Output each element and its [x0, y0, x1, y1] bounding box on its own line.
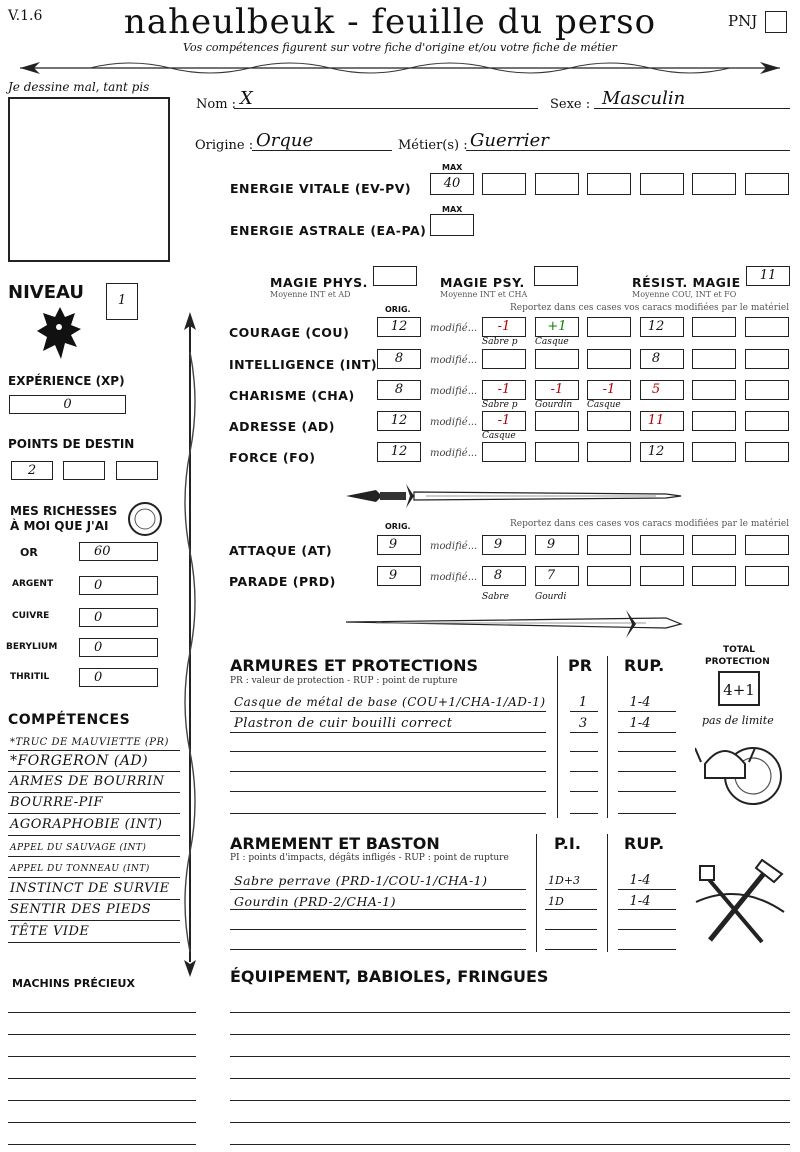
- or-label: OR: [20, 546, 38, 559]
- armure-line: [570, 711, 598, 712]
- competence-item[interactable]: *TRUC DE MAUVIETTE (PR): [10, 737, 169, 748]
- machins-line: [8, 1078, 196, 1079]
- armure-line: [230, 751, 546, 752]
- spear-ornament: [178, 312, 202, 977]
- carac-mod-box[interactable]: [535, 411, 579, 431]
- competences-label: COMPÉTENCES: [8, 712, 131, 728]
- competence-item[interactable]: AGORAPHOBIE (INT): [10, 817, 163, 832]
- combat-note: Reportez dans ces cases vos caracs modifiées par le matériel: [510, 519, 790, 529]
- carac-mod-source: Casque: [482, 431, 516, 441]
- carac-mod-box[interactable]: [692, 380, 736, 400]
- arme-line: [545, 949, 597, 950]
- equipement-line: [230, 1056, 790, 1057]
- carac-modifie-label: modifié...: [430, 386, 478, 397]
- nom-line: [234, 108, 538, 109]
- pnj-label: PNJ: [728, 12, 758, 30]
- combat-mod-value: 7: [546, 568, 556, 583]
- armure-pr[interactable]: 3: [578, 716, 588, 731]
- armement-col-pi: P.I.: [554, 834, 581, 853]
- ev-box-2[interactable]: [482, 173, 526, 195]
- competence-line: [8, 771, 180, 772]
- arme-line: [230, 929, 526, 930]
- experience-box[interactable]: [9, 395, 126, 414]
- ev-label: ENERGIE VITALE (EV-PV): [230, 181, 412, 196]
- armure-line: [618, 813, 676, 814]
- argent-value: 0: [94, 578, 103, 593]
- carac-note: Reportez dans ces cases vos caracs modifiées par le matériel: [510, 303, 790, 313]
- carac-mod-value: -1: [497, 413, 511, 428]
- arme-rup[interactable]: 1-4: [629, 873, 651, 888]
- combat-mod-box[interactable]: [482, 535, 526, 555]
- carac-mod-source: Casque: [587, 400, 621, 410]
- sexe-value[interactable]: Masculin: [602, 88, 686, 109]
- combat-mod-box[interactable]: [692, 535, 736, 555]
- or-box[interactable]: [79, 542, 158, 561]
- berylium-label: BERYLIUM: [6, 642, 58, 652]
- armures-col-divider: [557, 656, 558, 818]
- competence-item[interactable]: *FORGERON (AD): [10, 753, 149, 769]
- argent-label: ARGENT: [12, 579, 54, 589]
- metier-line: [466, 150, 790, 151]
- carac-mod-box[interactable]: [745, 411, 789, 431]
- resist-magie-sub: Moyenne COU, INT et FO: [632, 290, 737, 299]
- carac-mod-box[interactable]: [745, 442, 789, 462]
- carac-modifie-label: modifié...: [430, 448, 478, 459]
- ev-box-6[interactable]: [692, 173, 736, 195]
- resist-magie-value: 11: [759, 268, 777, 283]
- carac-mod-value: +1: [547, 319, 567, 334]
- nom-label: Nom :: [196, 97, 237, 112]
- carac-orig-value: 12: [390, 319, 408, 334]
- combat-orig-box[interactable]: [377, 535, 421, 555]
- carac-modifie-label: modifié...: [430, 417, 478, 428]
- carac-mod-box[interactable]: [587, 317, 631, 337]
- nom-value[interactable]: X: [240, 88, 253, 109]
- competence-line: [8, 899, 180, 900]
- carac-label: FORCE (FO): [229, 450, 316, 465]
- equipement-line: [230, 1034, 790, 1035]
- carac-mod-box[interactable]: [692, 317, 736, 337]
- or-value: 60: [94, 544, 111, 559]
- total-label-2: PROTECTION: [705, 657, 770, 667]
- origine-line: [252, 150, 392, 151]
- combat-label: ATTAQUE (AT): [229, 543, 333, 558]
- competence-item[interactable]: INSTINCT DE SURVIE: [10, 881, 170, 896]
- destin-label: POINTS DE DESTIN: [8, 437, 135, 451]
- combat-label: PARADE (PRD): [229, 574, 336, 589]
- competence-line: [8, 813, 180, 814]
- armure-line: [230, 771, 546, 772]
- carac-mod-value: 5: [651, 382, 661, 397]
- armures-col-pr: PR: [568, 656, 593, 675]
- ev-box-1[interactable]: [430, 173, 474, 195]
- armures-title: ARMURES ET PROTECTIONS: [230, 656, 478, 675]
- carac-label: COURAGE (COU): [229, 325, 350, 340]
- competence-line: [8, 877, 180, 878]
- carac-mod-box[interactable]: [482, 442, 526, 462]
- competence-item[interactable]: SENTIR DES PIEDS: [10, 902, 152, 917]
- dragon-icon: [35, 303, 85, 363]
- armement-col-divider: [536, 834, 537, 952]
- carac-orig-box[interactable]: [377, 411, 421, 431]
- carac-mod-box[interactable]: [745, 349, 789, 369]
- armures-col-rup: RUP.: [624, 656, 665, 675]
- arme-line: [618, 889, 676, 890]
- carac-mod-value: 11: [647, 413, 665, 428]
- coin-icon: [126, 500, 164, 538]
- arme-line: [545, 929, 597, 930]
- competence-line: [8, 750, 180, 751]
- carac-mod-box[interactable]: [482, 317, 526, 337]
- arme-line: [230, 949, 526, 950]
- combat-mod-box[interactable]: [640, 566, 684, 586]
- combat-mod-box[interactable]: [535, 566, 579, 586]
- combat-mod-box[interactable]: [535, 535, 579, 555]
- carac-mod-value: 12: [647, 319, 665, 334]
- niveau-box[interactable]: [106, 283, 138, 320]
- combat-mod-box[interactable]: [692, 566, 736, 586]
- armure-line: [618, 711, 676, 712]
- helmet-shield-icon: [695, 728, 785, 813]
- niveau-label: NIVEAU: [8, 282, 84, 303]
- arme-pi[interactable]: 1D+3: [548, 874, 581, 887]
- machins-line: [8, 1100, 196, 1101]
- carac-mod-box[interactable]: [535, 317, 579, 337]
- arme-line: [230, 909, 526, 910]
- combat-mod-value: 9: [493, 537, 503, 552]
- carac-mod-box[interactable]: [587, 411, 631, 431]
- cuivre-box[interactable]: [79, 608, 158, 627]
- berylium-box[interactable]: [79, 638, 158, 657]
- carac-mod-box[interactable]: [587, 442, 631, 462]
- sheet-subtitle: Vos compétences figurent sur votre fiche d'origine et/ou votre fiche de métier: [183, 41, 617, 54]
- carac-mod-box[interactable]: [692, 349, 736, 369]
- ev-box-4[interactable]: [587, 173, 631, 195]
- carac-mod-source: Sabre p: [482, 337, 518, 347]
- carac-orig-box[interactable]: [377, 317, 421, 337]
- armure-line: [618, 791, 676, 792]
- carac-orig-box[interactable]: [377, 380, 421, 400]
- equipement-title: ÉQUIPEMENT, BABIOLES, FRINGUES: [230, 967, 549, 986]
- carac-mod-box[interactable]: [587, 380, 631, 400]
- carac-mod-box[interactable]: [692, 442, 736, 462]
- carac-orig-value: 12: [390, 444, 408, 459]
- combat-mod-source: Sabre: [482, 592, 509, 602]
- competence-item[interactable]: TÊTE VIDE: [10, 924, 90, 939]
- version-label: V.1.6: [8, 8, 43, 24]
- competence-item[interactable]: APPEL DU TONNEAU (INT): [10, 864, 150, 874]
- armure-line: [570, 813, 598, 814]
- weapons-icon: [690, 852, 790, 952]
- arme-line: [230, 889, 526, 890]
- armure-line: [570, 751, 598, 752]
- ev-box-3[interactable]: [535, 173, 579, 195]
- equipement-line: [230, 1100, 790, 1101]
- carac-mod-box[interactable]: [640, 380, 684, 400]
- armures-sub: PR : valeur de protection - RUP : point de rupture: [230, 676, 458, 686]
- carac-label: ADRESSE (AD): [229, 419, 336, 434]
- competence-item[interactable]: BOURRE-PIF: [10, 795, 104, 810]
- armement-col-divider: [607, 834, 608, 952]
- armure-line: [618, 751, 676, 752]
- arme-line: [618, 949, 676, 950]
- carac-mod-box[interactable]: [587, 349, 631, 369]
- combat-mod-source: Gourdi: [535, 592, 567, 602]
- carac-mod-value: -1: [602, 382, 616, 397]
- header-ornament: [10, 56, 790, 80]
- thritil-box[interactable]: [79, 668, 158, 687]
- armure-line: [230, 813, 546, 814]
- magie-psy-sub: Moyenne INT et CHA: [440, 290, 528, 299]
- carac-mod-source: Gourdin: [535, 400, 573, 410]
- combat-orig-value: 9: [388, 568, 398, 583]
- cuivre-label: CUIVRE: [12, 611, 50, 621]
- combat-mod-box[interactable]: [587, 535, 631, 555]
- ev-box-5[interactable]: [640, 173, 684, 195]
- metier-value[interactable]: Guerrier: [470, 130, 549, 151]
- carac-orig-value: 8: [394, 382, 404, 397]
- resist-magie-label: RÉSIST. MAGIE: [632, 275, 741, 290]
- equipement-line: [230, 1144, 790, 1145]
- machins-line: [8, 1012, 196, 1013]
- machins-label: MACHINS PRÉCIEUX: [12, 977, 135, 990]
- competence-line: [8, 856, 180, 857]
- sexe-label: Sexe :: [550, 97, 591, 112]
- carac-mod-source: Sabre p: [482, 400, 518, 410]
- combat-mod-box[interactable]: [482, 566, 526, 586]
- carac-mod-box[interactable]: [640, 442, 684, 462]
- sword-icon: [336, 478, 686, 514]
- armure-line: [570, 732, 598, 733]
- richesses-label-2: À MOI QUE J'AI: [10, 519, 109, 533]
- combat-mod-box[interactable]: [745, 566, 789, 586]
- competence-line: [8, 792, 180, 793]
- ea-label: ENERGIE ASTRALE (EA-PA): [230, 223, 427, 238]
- carac-label: CHARISME (CHA): [229, 388, 355, 403]
- combat-modifie-label: modifié...: [430, 572, 478, 583]
- competence-line: [8, 835, 180, 836]
- carac-mod-value: -1: [497, 319, 511, 334]
- origine-value[interactable]: Orque: [256, 130, 314, 151]
- combat-mod-value: 9: [546, 537, 556, 552]
- argent-box[interactable]: [79, 576, 158, 595]
- equipement-line: [230, 1012, 790, 1013]
- magie-psy-box[interactable]: [534, 266, 578, 286]
- experience-value: 0: [63, 397, 72, 412]
- carac-orig-value: 12: [390, 413, 408, 428]
- destin-box-3[interactable]: [116, 461, 158, 480]
- machins-line: [8, 1056, 196, 1057]
- armure-rup[interactable]: 1-4: [629, 695, 651, 710]
- combat-modifie-label: modifié...: [430, 541, 478, 552]
- thritil-label: THRITIL: [10, 672, 50, 682]
- combat-orig-label: ORIG.: [385, 522, 411, 531]
- destin-value-1: 2: [27, 463, 37, 478]
- arme-line: [545, 889, 597, 890]
- carac-orig-label: ORIG.: [385, 305, 411, 314]
- ev-value: 40: [443, 176, 461, 191]
- combat-mod-box[interactable]: [745, 535, 789, 555]
- carac-mod-box[interactable]: [482, 349, 526, 369]
- cuivre-value: 0: [94, 610, 103, 625]
- arme-line: [618, 929, 676, 930]
- total-protection-box[interactable]: [718, 671, 760, 706]
- carac-mod-box[interactable]: [535, 349, 579, 369]
- berylium-value: 0: [94, 640, 103, 655]
- combat-mod-box[interactable]: [587, 566, 631, 586]
- portrait-box[interactable]: [8, 97, 170, 262]
- combat-mod-box[interactable]: [640, 535, 684, 555]
- competence-line: [8, 942, 180, 943]
- armure-line: [618, 771, 676, 772]
- carac-mod-box[interactable]: [640, 349, 684, 369]
- armure-line: [230, 732, 546, 733]
- resist-magie-box[interactable]: [746, 266, 790, 286]
- combat-orig-box[interactable]: [377, 566, 421, 586]
- sexe-line: [594, 108, 790, 109]
- arme-line: [545, 909, 597, 910]
- armure-line: [570, 771, 598, 772]
- experience-label: EXPÉRIENCE (XP): [8, 374, 125, 388]
- carac-mod-box[interactable]: [535, 380, 579, 400]
- carac-orig-box[interactable]: [377, 349, 421, 369]
- carac-label: INTELLIGENCE (INT): [229, 357, 378, 372]
- magie-phys-sub: Moyenne INT et AD: [270, 290, 351, 299]
- richesses-label-1: MES RICHESSES: [10, 504, 118, 518]
- arme-line: [618, 909, 676, 910]
- equipement-line: [230, 1078, 790, 1079]
- carac-mod-box[interactable]: [640, 317, 684, 337]
- armures-col-divider: [607, 656, 608, 818]
- carac-mod-value: -1: [550, 382, 564, 397]
- carac-mod-value: 8: [651, 351, 661, 366]
- carac-mod-box[interactable]: [482, 411, 526, 431]
- magie-phys-label: MAGIE PHYS.: [270, 275, 368, 290]
- machins-line: [8, 1122, 196, 1123]
- ev-max-label: MAX: [442, 163, 463, 172]
- competence-line: [8, 920, 180, 921]
- thritil-value: 0: [94, 670, 103, 685]
- carac-mod-box[interactable]: [535, 442, 579, 462]
- carac-modifie-label: modifié...: [430, 355, 478, 366]
- combat-orig-value: 9: [388, 537, 398, 552]
- armure-pr[interactable]: 1: [578, 695, 588, 710]
- total-protection-value: 4+1: [723, 681, 755, 699]
- armure-line: [570, 791, 598, 792]
- armement-title: ARMEMENT ET BASTON: [230, 834, 440, 853]
- ev-box-7[interactable]: [745, 173, 789, 195]
- armement-sub: PI : points d'impacts, dégâts infligés - RUP : point de rupture: [230, 853, 509, 863]
- pnj-checkbox[interactable]: [765, 11, 787, 33]
- carac-mod-value: 12: [647, 444, 665, 459]
- metier-label: Métier(s) :: [398, 138, 468, 153]
- armure-rup[interactable]: 1-4: [629, 716, 651, 731]
- arme-name[interactable]: Sabre perrave (PRD-1/COU-1/CHA-1): [234, 873, 488, 888]
- magie-psy-label: MAGIE PSY.: [440, 275, 525, 290]
- arme-name[interactable]: Gourdin (PRD-2/CHA-1): [234, 894, 396, 909]
- carac-modifie-label: modifié...: [430, 323, 478, 334]
- magie-phys-box[interactable]: [373, 266, 417, 286]
- ea-box-1[interactable]: [430, 214, 474, 236]
- arme-pi[interactable]: 1D: [548, 895, 564, 908]
- carac-mod-box[interactable]: [640, 411, 684, 431]
- armure-line: [230, 711, 546, 712]
- niveau-value: 1: [117, 293, 127, 308]
- no-limit-label: pas de limite: [702, 714, 774, 727]
- armure-name[interactable]: Plastron de cuir bouilli correct: [234, 716, 453, 731]
- competence-item[interactable]: ARMES DE BOURRIN: [10, 774, 165, 789]
- carac-mod-box[interactable]: [745, 317, 789, 337]
- machins-line: [8, 1034, 196, 1035]
- carac-mod-value: -1: [497, 382, 511, 397]
- destin-box-1[interactable]: [11, 461, 53, 480]
- portrait-caption: Je dessine mal, tant pis: [8, 80, 150, 94]
- equipement-line: [230, 1122, 790, 1123]
- carac-mod-box[interactable]: [482, 380, 526, 400]
- sheet-title: naheulbeuk - feuille du perso: [123, 2, 657, 42]
- carac-orig-value: 8: [394, 351, 404, 366]
- armure-line: [230, 791, 546, 792]
- total-label-1: TOTAL: [723, 645, 755, 655]
- carac-orig-box[interactable]: [377, 442, 421, 462]
- arme-rup[interactable]: 1-4: [629, 894, 651, 909]
- combat-mod-value: 8: [493, 568, 503, 583]
- carac-mod-box[interactable]: [745, 380, 789, 400]
- armure-line: [618, 732, 676, 733]
- armure-name[interactable]: Casque de métal de base (COU+1/CHA-1/AD-1): [234, 695, 546, 709]
- sword-icon: [336, 606, 686, 642]
- armement-col-rup: RUP.: [624, 834, 665, 853]
- competence-item[interactable]: APPEL DU SAUVAGE (INT): [10, 843, 147, 853]
- carac-mod-source: Casque: [535, 337, 569, 347]
- origine-label: Origine :: [195, 138, 254, 153]
- machins-line: [8, 1144, 196, 1145]
- ea-max-label: MAX: [442, 205, 463, 214]
- carac-mod-box[interactable]: [692, 411, 736, 431]
- destin-box-2[interactable]: [63, 461, 105, 480]
